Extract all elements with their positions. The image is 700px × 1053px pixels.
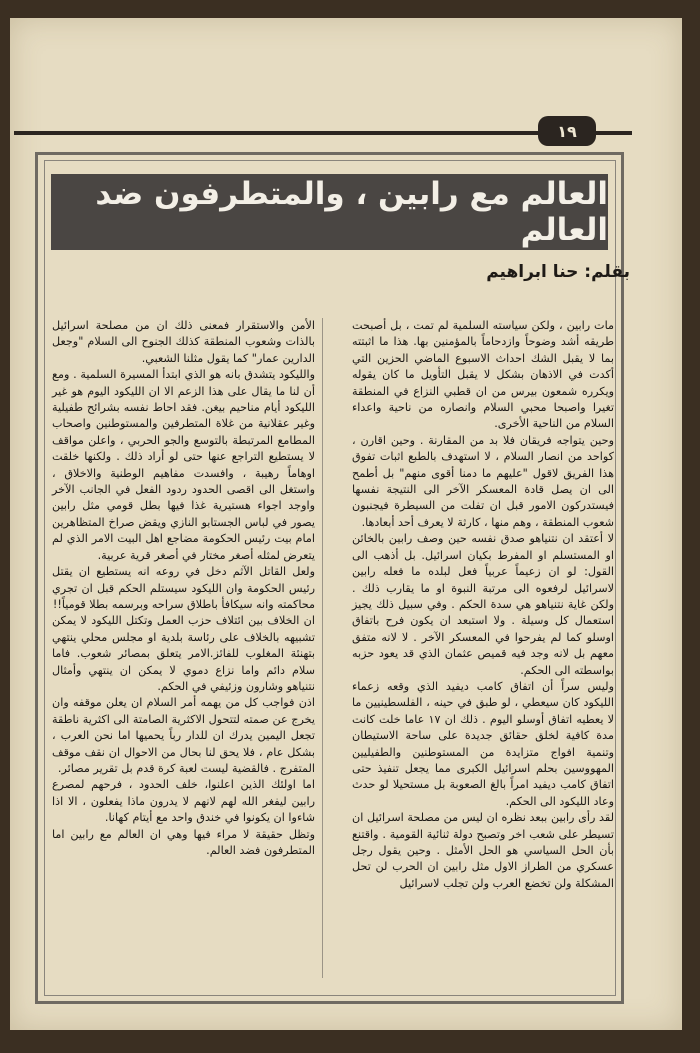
article-column-right <box>352 318 614 892</box>
paragraph: وليس سراً أن اتفاق كامب ديفيد الذي وقعه زعماء الليكود كان سيعطي ، لو طبق في حينه ، الفلسطينيين ما لا يعطيه اتفاق أوسلو اليوم . ذلك ان ١٧ عاما خلت كانت مدة كافية لخلق حقائق جديدة على ساحة الاستيطان وتنمية افواج متزايدة من المستوطنين والطفيليين المهووسين بحلم اسرائيل الكبرى مما يجعل تنفيذ حتى اتفاق كامب ديفيد امراً بالغ الصعوبة بل مستحيلا لو حدث وعاد الليكود الى الحكم. <box>352 679 615 808</box>
column-divider <box>322 318 323 978</box>
paragraph: ولعل القاتل الآثم دخل في روعه انه يستطيع ان يقتل رئيس الحكومة وان الليكود سيستلم الحكم قبل ان تجري محاكمته وانه سيكافأ باطلاق سراحه وبرسمه بطلا قومياً!! <box>52 565 315 611</box>
paragraph: وتظل حقيقة لا مراء فيها وهي ان العالم مع رابين اما المتطرفون فضد العالم. <box>52 827 315 857</box>
paragraph: وحين يتواجه فريقان فلا بد من المقارنة . وحين اقارن ، كواحد من انصار السلام ، لا استهدف بالطبع اثبات تفوق هذا الفريق لاقول "عليهم ما دمنا أقوى منهم" بل أطمح الى ان يصل قادة المعسكر الآخر الى النتيجة نفسها فيستدركون الامور قبل ان تفلت من السيطرة فيجنبون شعوب المنطقة ، وهم منها ، كارثة لا يعرف أحد أبعادها. <box>352 433 614 529</box>
page-number: ١٩ <box>538 116 596 146</box>
paragraph: اما اولئك الذين اعلنوا، خلف الحدود ، فرحهم لمصرع رابين ليفغر الله لهم لانهم لا يدرون ماذا يفعلون ، الا اذا شاءوا ان يكونوا في خندق واحد مع أيتام كهانا. <box>52 778 315 825</box>
paragraph: اذن فواجب كل من يهمه أمر السلام ان يعلن موقفه وان يخرج عن صمته لتتحول الاكثرية الصامتة الى اكثرية ناطقة تجعل اليمين يدرك ان للدار رباً يحميها اما نحن العرب ، بشكل عام ، فلا يحق لنا بحال من الاحوال ان نقف موقف المتفرج . فالقضية ليست لعبة كرة قدم بل تقرير مصائر. <box>52 696 315 775</box>
paragraph: ان الخلاف بين ائتلاف حزب العمل وتكتل الليكود لا يمكن تشبيهه بالخلاف على رئاسة بلدية او مجلس محلي ينتهي بتهنئة المغلوب للفائز.الامر يتعلق بمصائر شعوب. فاما سلام دائم واما نزاع دموي لا يمكن ان ينتهي وأمثال نتنياهو وشارون وزئيفي في الحكم. <box>52 614 315 693</box>
paragraph: الأمن والاستقرار فمعنى ذلك ان من مصلحة اسرائيل بالذات وشعوب المنطقة كذلك الجنوح الى السلام "وجعل الدارين عمار" كما يقول مثلنا الشعبي. <box>52 319 315 365</box>
headline-banner <box>51 174 608 250</box>
paragraph: لقد رأى رابين ببعد نظره ان ليس من مصلحة اسرائيل ان تسيطر على شعب اخر وتصبح دولة ثنائية القومية . واقتنع بأن الحل السياسي هو الحل الأمثل . وحين يقول رجل عسكري من الطراز الاول مثل رابين ان الحرب لن تحل المشكلة ولن تخضع العرب ولن تجلب لاسرائيل <box>352 811 614 890</box>
article-headline: العالم مع رابين ، والمتطرفون ضد العالم <box>95 176 608 248</box>
article-column-left <box>52 318 315 859</box>
paragraph: مات رابين ، ولكن سياسته السلمية لم تمت ، بل أصبحت طريقه أشد وضوحاً وازدحاماً بالمؤمنين بها. هذا ما اثبتته بما لا يقبل الشك احداث الاسبوع الماضي الحزين التي أكدت في الاذهان بشكل لا يقبل التأويل ما كان يقوله ويكرره شمعون بيرس من ان قطبي النزاع في المنطقة تغيرا واصبحا محبي السلام وانصاره من ناحية واعداء السلام من الناحية الأخرى. <box>352 319 614 431</box>
byline: بقلم: حنا ابراهيم <box>486 262 630 282</box>
paragraph: لا أعتقد ان نتنياهو صدق نفسه حين وصف رابين بالخائن او المستسلم او المفرط بكيان اسرائيل. بل أذهب الى القول: لو ان زعيماً عربياً فعل لبلده ما فعله رابين لاسرائيل لرفعوه الى مرتبة النبوة او ما يقارب ذلك . ولكن غاية نتنياهو هي سدة الحكم . وفي سبيل ذلك يجيز استعمال كل وسيلة . ولا استبعد ان يكون فرح باتفاق اوسلو كما لم يفرحوا في المعسكر الآخر . لا لانه متفق معهم بل لانه وجد فيه قميص عثمان الذي قد يعود حزبه بواسطته الى الحكم. <box>352 532 614 677</box>
paragraph: والليكود يتشدق بانه هو الذي ابتدأ المسيرة السلمية . ومع أن لنا ما يقال على هذا الزعم الا ان الليكود اليوم هو غير الليكود أيام مناحيم بيغن. فقد احاط نفسه بشرائح طفيلية وغير عقلانية من غلاة المتطرفين والمستوطنين واصحاب المطامع المرتبطة بالتوسع والجو الحربي ، واعلن مواقف لا يستطيع التراجع عنها حتى لو أراد ذلك . ولكنها خلقت اوهاماً رهيبة ، وافسدت مفاهيم الوطنية والاخلاق ، واستغل الى اقصى الحدود ردود الفعل في الجانب الآخر واوجد اجواء هستيرية غذا فيها بطل قومي مثل رابين يصور في لباس الجستابو النازي ويقض صراخ المتظاهرين امام بيت رئيس الحكومة مضاجع اهل البيت الامر الذي لم يتعرض لمثله أصغر مختار في أصغر قرية عربية. <box>52 368 315 562</box>
